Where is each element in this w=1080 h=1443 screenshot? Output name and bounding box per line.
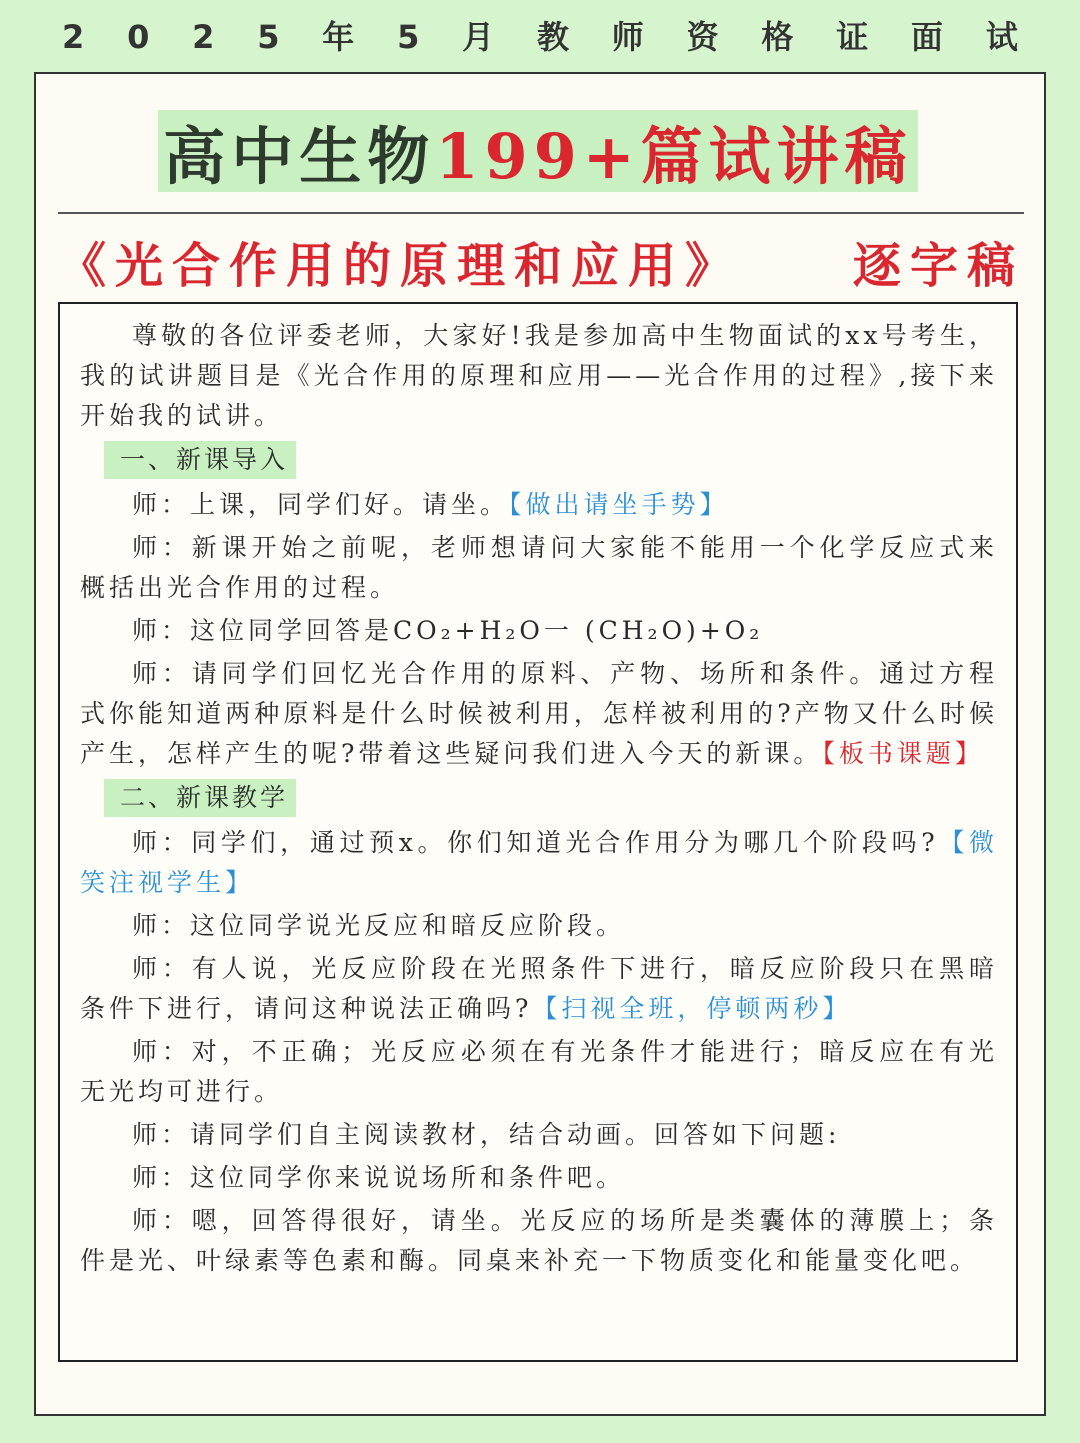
lesson-title: 《光合作用的原理和应用》 bbox=[58, 237, 743, 294]
header-char: 年 bbox=[322, 18, 355, 56]
paragraph-text: 师：有人说，光反应阶段在光照条件下进行，暗反应阶段只在黑暗条件下进行，请问这种说法正确吗? bbox=[80, 954, 998, 1023]
section-heading-intro: 一、新课导入 bbox=[104, 441, 296, 479]
header-char: 试 bbox=[985, 18, 1018, 56]
paragraph: 师：这位同学说光反应和暗反应阶段。 bbox=[132, 911, 626, 940]
header-char: 证 bbox=[836, 18, 869, 56]
header-char: 0 bbox=[127, 18, 150, 56]
paragraph: 师：新课开始之前呢，老师想请问大家能不能用一个化学反应式来概括出光合作用的过程。 bbox=[80, 533, 998, 602]
paragraph bbox=[80, 485, 998, 525]
page-frame bbox=[34, 72, 1046, 1416]
paragraph: 师：请同学们自主阅读教材，结合动画。回答如下问题: bbox=[132, 1120, 841, 1149]
paragraph-text: 师：同学们，通过预x。你们知道光合作用分为哪几个阶段吗? bbox=[132, 828, 939, 857]
header-char: 面 bbox=[911, 18, 944, 56]
stage-direction: 【做出请坐手势】 bbox=[509, 490, 729, 519]
header-char: 格 bbox=[761, 18, 794, 56]
page-title bbox=[158, 110, 918, 192]
header-char: 师 bbox=[611, 18, 644, 56]
header-banner bbox=[0, 14, 1080, 60]
lesson-subtitle bbox=[58, 226, 1024, 296]
header-char: 2 bbox=[192, 18, 215, 56]
paragraph-text: 师：请同学们回忆光合作用的原料、产物、场所和条件。通过方程式你能知道两种原料是什么时候被利用，怎样被利用的?产物又什么时候产生，怎样产生的呢?带着这些疑问我们进入今天的新课。 bbox=[80, 659, 998, 768]
lesson-type: 逐字稿 bbox=[852, 237, 1024, 294]
header-char: 2 bbox=[62, 18, 85, 56]
title-red-part: 199+篇试讲稿 bbox=[435, 119, 913, 193]
header-char: 教 bbox=[536, 18, 569, 56]
stage-direction: 【微笑注视学生】 bbox=[80, 828, 998, 897]
script-content bbox=[58, 302, 1018, 1362]
paragraph bbox=[80, 949, 998, 1029]
title-dark-part: 高中生物 bbox=[163, 119, 436, 193]
paragraph: 师：这位同学回答是CO₂+H₂O一 (CH₂O)+O₂ bbox=[132, 616, 764, 645]
header-char: 月 bbox=[462, 18, 495, 56]
paragraph bbox=[80, 654, 998, 774]
header-char: 资 bbox=[686, 18, 719, 56]
paragraph: 师：这位同学你来说说场所和条件吧。 bbox=[132, 1163, 626, 1192]
paragraph bbox=[80, 823, 998, 903]
header-char: 5 bbox=[257, 18, 280, 56]
divider bbox=[58, 212, 1024, 214]
paragraph: 师：嗯，回答得很好，请坐。光反应的场所是类囊体的薄膜上；条件是光、叶绿素等色素和酶。同桌来补充一下物质变化和能量变化吧。 bbox=[80, 1206, 998, 1275]
intro-paragraph: 尊敬的各位评委老师，大家好!我是参加高中生物面试的xx号考生，我的试讲题目是《光合作用的原理和应用——光合作用的过程》,接下来开始我的试讲。 bbox=[80, 321, 998, 430]
header-char: 5 bbox=[397, 18, 420, 56]
board-direction: 【板书课题】 bbox=[822, 739, 984, 768]
section-heading-teaching: 二、新课教学 bbox=[104, 779, 296, 817]
paragraph: 师：对，不正确；光反应必须在有光条件才能进行；暗反应在有光无光均可进行。 bbox=[80, 1037, 998, 1106]
stage-direction: 【扫视全班，停顿两秒】 bbox=[532, 994, 852, 1023]
paragraph-text: 师：上课，同学们好。请坐。 bbox=[132, 490, 510, 519]
